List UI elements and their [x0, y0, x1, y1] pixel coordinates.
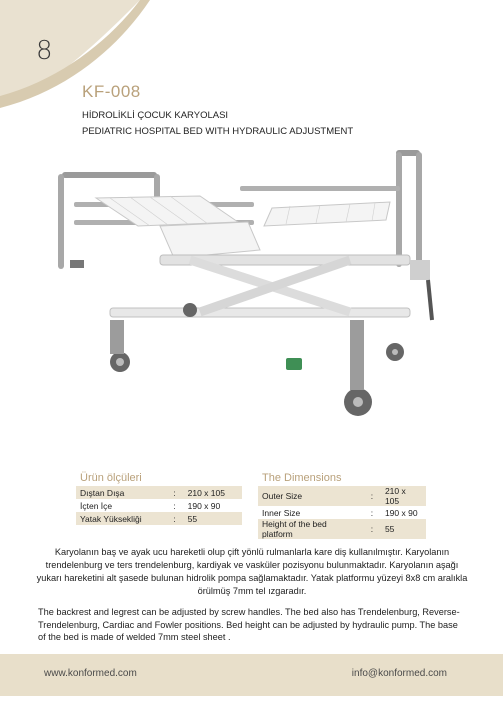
dimension-label: Yatak Yüksekliği [76, 512, 166, 525]
dimension-value: 190 x 90 [384, 507, 418, 518]
dimension-label: Height of the bed platform [258, 519, 363, 539]
table-row [258, 519, 426, 539]
dimension-value: 210 x 105 [184, 486, 242, 499]
dimensions-heading-tr: Ürün ölçüleri [80, 472, 142, 484]
dimension-separator: : [363, 486, 381, 506]
page-number: 8 [36, 36, 53, 66]
table-row [258, 506, 426, 519]
dimension-label: İçten İçe [80, 500, 113, 511]
table-row [76, 512, 242, 525]
dimension-value: 55 [381, 519, 426, 539]
model-code: KF-008 [82, 82, 141, 101]
table-row [76, 499, 242, 512]
dimension-label: Dıştan Dışa [76, 486, 166, 499]
dimension-separator: : [363, 519, 381, 539]
product-title-en: PEDIATRIC HOSPITAL BED WITH HYDRAULIC ADJUSTMENT [82, 126, 354, 137]
description-en: The backrest and legrest can be adjusted by screw handles. The bed also has Trendelenburg, Reverse-Trendelenburg, Cardiac and Fowler positions. Bed height can be adjusted by hydraulic pump. The base of the bed is made of welded 7mm steel sheet . [38, 607, 460, 642]
dimensions-table-tr [76, 486, 242, 525]
dimensions-heading-en: The Dimensions [262, 472, 342, 484]
hospital-bed-image [50, 140, 445, 430]
product-title-tr: HİDROLİKLİ ÇOCUK KARYOLASI [82, 110, 229, 121]
header-swoosh-decoration [0, 0, 503, 120]
email-link[interactable]: info@konformed.com [351, 668, 447, 679]
dimension-separator: : [370, 507, 374, 518]
dimension-separator: : [173, 500, 176, 511]
dimension-value: 55 [184, 512, 242, 525]
footer-bar [0, 654, 503, 696]
dimension-value: 210 x 105 [381, 486, 426, 506]
dimension-value: 190 x 90 [187, 500, 221, 511]
description-tr: Karyolanın baş ve ayak ucu hareketli olup çift yönlü rulmanlarla kare diş kullanılmıştır. Karyolanın trendelenburg ve ters trendelenburg, kardiyak ve vasküler pozisyonu bulunmaktadır. Karyolanın aşağı yukarı hareketini alt şasede bulunan hidrolik pompa sağlamaktadır. Yatak platformu yüzeyi 8x8 cm aralıkla örülmüş 7mm tel ızgaradır. [36, 547, 468, 596]
dimension-label: Inner Size [262, 507, 301, 518]
website-link[interactable]: www.konformed.com [44, 668, 137, 679]
dimension-label: Outer Size [258, 486, 363, 506]
table-row [258, 486, 426, 506]
dimension-separator: : [166, 512, 184, 525]
dimension-separator: : [166, 486, 184, 499]
table-row [76, 486, 242, 499]
dimensions-table-en [258, 486, 426, 539]
